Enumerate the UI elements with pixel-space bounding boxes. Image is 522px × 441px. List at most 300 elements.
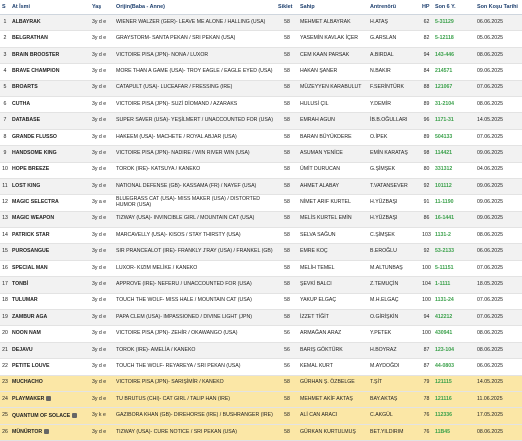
cell-hp-text: 100 (422, 264, 431, 271)
cell-horse-name[interactable] (10, 277, 90, 293)
cell-origin-text: TOROK (IRE)- KATSUYA / KANEKO (116, 166, 201, 173)
col-form[interactable]: Son 6 Y. (433, 0, 475, 15)
cell-last-six-text: 121116 (435, 395, 452, 402)
cell-horse-name[interactable] (10, 408, 90, 424)
cell-weight (276, 113, 298, 129)
cell-age-text: 3y d e (92, 395, 107, 402)
cell-last-run-date-text: 07.06.2025 (477, 297, 503, 304)
cell-number (0, 375, 10, 391)
cell-age (90, 244, 114, 260)
cell-horse-name[interactable] (10, 310, 90, 326)
cell-last-six-text: 5-31129 (435, 18, 454, 25)
cell-origin (114, 326, 276, 342)
cell-hp-text: 82 (423, 35, 430, 42)
cell-last-six-text: 53-2133 (435, 248, 455, 255)
cell-trainer-text: H.YÜZBAŞI (370, 199, 398, 206)
table-row[interactable] (0, 391, 522, 407)
cell-origin (114, 244, 276, 260)
cell-trainer-text: G.ARSLAN (370, 35, 397, 42)
cell-last-run-date (475, 326, 522, 342)
cell-owner-text: MELİH TEMEL (300, 264, 335, 271)
cell-last-six-text: 44-0803 (435, 363, 455, 369)
cell-weight (276, 64, 298, 80)
cell-hp-text: 80 (423, 166, 430, 173)
cell-origin (114, 310, 276, 326)
cell-trainer (368, 211, 420, 227)
cell-hp-text: 92 (423, 182, 430, 189)
cell-origin-text: WIENER WALZER (GER)- LEAVE ME ALONE / HALLING (USA) (116, 18, 266, 25)
cell-last-six-text: 430941 (435, 330, 453, 337)
cell-weight-text: 58 (284, 281, 290, 288)
cell-weight (276, 293, 298, 309)
cell-age (90, 31, 114, 47)
cell-hp (420, 326, 433, 342)
cell-number (0, 129, 10, 145)
cell-origin-text: TIZWAY (USA)- INVINCIBLE GIRL / MOUNTAIN CAT (USA) (116, 215, 255, 222)
cell-horse-name[interactable] (10, 260, 90, 276)
table-row[interactable] (0, 277, 522, 293)
cell-owner (298, 342, 368, 358)
cell-weight (276, 424, 298, 440)
cell-owner-text: EMRE KOÇ (300, 248, 328, 255)
table-row[interactable] (0, 129, 522, 145)
cell-trainer (368, 359, 420, 375)
cell-trainer-text: N.BAKIR (370, 67, 391, 74)
cell-last-run-date-text: 11.06.2025 (477, 395, 503, 402)
cell-number-text: 14 (2, 231, 8, 238)
cell-weight (276, 260, 298, 276)
table-row[interactable] (0, 375, 522, 391)
cell-horse-name[interactable] (10, 326, 90, 342)
cell-origin-text: LUXOR- KIZIM MELİKE / KANEKO (116, 264, 198, 271)
table-row[interactable] (0, 80, 522, 96)
cell-last-six-text: 1131-24 (435, 297, 454, 304)
cell-age (90, 211, 114, 227)
cell-horse-name[interactable] (10, 244, 90, 260)
cell-owner-text: BARIŞ GÖKTÜRK (300, 346, 343, 353)
cell-trainer-text: H.ATAŞ (370, 18, 388, 25)
cell-hp-text: 76 (423, 412, 430, 419)
cell-last-six-text: 123-104 (435, 346, 455, 353)
cell-last-run-date-text: 18.05.2025 (477, 281, 503, 288)
cell-origin-text: MORE THAN A GAME (USA)- TROY EAGLE / EAGLE EYED (USA) (116, 67, 273, 74)
cell-trainer (368, 178, 420, 194)
cell-horse-name-text: LOST KING (12, 182, 41, 189)
cell-hp-text: 92 (423, 248, 430, 255)
cell-horse-name-text: SPECIAL MAN (12, 264, 48, 271)
cell-owner (298, 96, 368, 112)
cell-number (0, 80, 10, 96)
cell-age-text: 3y d e (92, 100, 107, 107)
cell-age-text: 3y d e (92, 166, 107, 173)
cell-hp (420, 80, 433, 96)
cell-origin-text: NATIONAL DEFENSE (GB)- KASSAMA (FR) / NAYEF (USA) (116, 182, 257, 189)
cell-hp-text: 104 (422, 281, 431, 288)
cell-origin (114, 195, 276, 211)
cell-owner-text: ŞEVKİ BALCI (300, 281, 332, 288)
cell-origin (114, 342, 276, 358)
cell-horse-name[interactable] (10, 31, 90, 47)
table-row[interactable] (0, 359, 522, 375)
cell-number (0, 113, 10, 129)
cell-age-text: 3y d e (92, 313, 107, 320)
cell-last-run-date (475, 195, 522, 211)
cell-last-run-date-text: 07.06.2025 (477, 133, 503, 140)
cell-age-text: 3y d e (92, 149, 107, 156)
cell-trainer-text: EMİN KARATAŞ (370, 149, 408, 156)
cell-owner (298, 277, 368, 293)
cell-last-run-date-text: 17.05.2025 (477, 412, 503, 419)
col-weight[interactable]: Siklet (276, 0, 298, 15)
cell-weight-text: 58 (284, 117, 290, 124)
table-row[interactable] (0, 260, 522, 276)
table-row[interactable] (0, 96, 522, 112)
cell-number-text: 17 (2, 281, 8, 288)
cell-last-six (433, 244, 475, 260)
cell-horse-name-text: NOON NAM (12, 330, 41, 337)
table-row[interactable] (0, 113, 522, 129)
cell-owner-text: YASEMİN KAVLAK İÇER (300, 35, 359, 42)
cell-horse-name-text: TONBİ (12, 281, 29, 288)
cell-owner (298, 47, 368, 63)
cell-weight-text: 58 (284, 199, 290, 206)
cell-origin (114, 424, 276, 440)
cell-trainer-text: F.SERİNTÜRK (370, 84, 405, 91)
cell-origin (114, 228, 276, 244)
cell-owner (298, 80, 368, 96)
cell-horse-name[interactable] (10, 424, 90, 440)
cell-number-text: 18 (2, 297, 8, 304)
cell-hp (420, 146, 433, 162)
cell-horse-name-text: BRAIN BROOSTER (12, 51, 60, 58)
cell-owner-text: MELİS KURTEL EMİN (300, 215, 352, 222)
cell-weight (276, 31, 298, 47)
cell-horse-name[interactable] (10, 178, 90, 194)
cell-horse-name[interactable] (10, 15, 90, 31)
cell-origin (114, 408, 276, 424)
cell-horse-name[interactable] (10, 195, 90, 211)
table-row[interactable] (0, 326, 522, 342)
cell-horse-name-text: GRANDE FLUSSO (12, 133, 57, 140)
cell-age-text: 3y d e (92, 84, 107, 91)
cell-age (90, 310, 114, 326)
cell-last-run-date-text: 08.06.2025 (477, 100, 503, 107)
cell-horse-name[interactable] (10, 162, 90, 178)
cell-number (0, 47, 10, 63)
cell-trainer-text: B.EROĞLU (370, 248, 397, 255)
cell-horse-name[interactable] (10, 80, 90, 96)
cell-horse-name[interactable] (10, 146, 90, 162)
cell-owner (298, 244, 368, 260)
cell-horse-name[interactable] (10, 228, 90, 244)
cell-hp-text: 88 (423, 84, 430, 91)
cell-weight-text: 58 (284, 51, 290, 58)
cell-owner (298, 310, 368, 326)
cell-hp-text: 103 (422, 231, 431, 238)
cell-age-text: 3y d e (92, 297, 107, 304)
cell-age (90, 326, 114, 342)
table-row[interactable] (0, 310, 522, 326)
cell-hp-text: 96 (423, 117, 430, 124)
cell-age (90, 424, 114, 440)
cell-origin (114, 31, 276, 47)
cell-weight-text: 56 (284, 346, 290, 353)
cell-last-six (433, 326, 475, 342)
cell-weight-text: 56 (284, 330, 290, 337)
cell-horse-name[interactable] (10, 375, 90, 391)
cell-horse-name[interactable] (10, 113, 90, 129)
cell-number (0, 64, 10, 80)
cell-number (0, 277, 10, 293)
cell-weight-text: 58 (284, 67, 290, 74)
cell-weight (276, 391, 298, 407)
cell-age-text: 3y d e (92, 67, 107, 74)
cell-number-text: 5 (3, 84, 7, 91)
table-row[interactable] (0, 146, 522, 162)
cell-trainer-text: T.ŞİT (370, 379, 383, 386)
cell-number-text: 10 (2, 166, 8, 173)
cell-owner (298, 129, 368, 145)
cell-trainer-text: C.ŞİMŞEK (370, 231, 395, 238)
cell-weight (276, 211, 298, 227)
cell-trainer (368, 375, 420, 391)
cell-age (90, 375, 114, 391)
cell-owner (298, 260, 368, 276)
cell-last-six-text: 1131-2 (435, 231, 451, 238)
cell-last-run-date (475, 424, 522, 440)
cell-weight (276, 228, 298, 244)
cell-weight-text: 58 (284, 428, 290, 435)
cell-owner (298, 113, 368, 129)
cell-horse-name[interactable] (10, 64, 90, 80)
cell-age-text: 3y k e (92, 412, 106, 419)
cell-last-six-text: 5-11151 (435, 264, 454, 271)
cell-last-six-text: 1-1111 (435, 281, 451, 288)
col-age[interactable]: Yaş (90, 0, 114, 15)
cell-number (0, 15, 10, 31)
cell-hp-text: 94 (423, 51, 430, 58)
cell-owner (298, 15, 368, 31)
cell-last-run-date-text: 04.06.2025 (477, 166, 503, 173)
cell-hp (420, 277, 433, 293)
table-row[interactable] (0, 424, 522, 440)
cell-age (90, 408, 114, 424)
table-row[interactable] (0, 408, 522, 424)
cell-last-run-date (475, 244, 522, 260)
cell-owner (298, 178, 368, 194)
cell-number (0, 391, 10, 407)
col-trainer[interactable]: Antrenörü (368, 0, 420, 15)
cell-horse-name-text: MAGIC WEAPON (12, 215, 55, 222)
col-origin[interactable]: Orijin(Baba - Anne) (114, 0, 276, 15)
cell-hp (420, 424, 433, 440)
cell-last-six-text: 11B45 (435, 428, 450, 435)
cell-hp-text: 100 (422, 297, 431, 304)
cell-origin-text: VICTOIRE PISA (JPN)- SARIŞİMİR / KANEKO (116, 379, 224, 386)
cell-last-run-date (475, 96, 522, 112)
cell-last-run-date-text: 07.06.2025 (477, 84, 503, 91)
cell-age-text: 3y d e (92, 363, 107, 369)
cell-origin (114, 260, 276, 276)
cell-trainer (368, 277, 420, 293)
cell-trainer (368, 408, 420, 424)
cell-owner-text: AHMET ALABAY (300, 182, 340, 189)
table-row[interactable] (0, 178, 522, 194)
cell-owner-text: GÜRKAN KURTULMUŞ (300, 428, 356, 435)
cell-weight (276, 244, 298, 260)
cell-last-run-date (475, 162, 522, 178)
cell-hp (420, 162, 433, 178)
cell-last-run-date-text: 08.06.2025 (477, 330, 503, 337)
cell-owner-text: EMRAH AGUN (300, 117, 335, 124)
cell-hp (420, 211, 433, 227)
cell-horse-name[interactable] (10, 391, 90, 407)
cell-age (90, 178, 114, 194)
cell-trainer (368, 15, 420, 31)
cell-owner-text: HAKAN ŞANER (300, 67, 338, 74)
cell-last-run-date (475, 129, 522, 145)
cell-last-run-date-text: 09.06.2025 (477, 182, 503, 189)
cell-number (0, 342, 10, 358)
col-s[interactable]: S (0, 0, 10, 15)
cell-number-text: 3 (3, 51, 7, 58)
col-name[interactable]: At İsmi (10, 0, 90, 15)
cell-weight-text: 58 (284, 215, 290, 222)
cell-age (90, 228, 114, 244)
cell-age (90, 162, 114, 178)
cell-last-six (433, 408, 475, 424)
cell-last-run-date (475, 178, 522, 194)
cell-number-text: 4 (3, 67, 7, 74)
cell-number-text: 20 (2, 330, 8, 337)
cell-horse-name-text: TULUMAR (12, 297, 38, 304)
cell-horse-name[interactable] (10, 293, 90, 309)
cell-age (90, 277, 114, 293)
cell-age-text: 3y d e (92, 18, 107, 25)
table-row[interactable] (0, 342, 522, 358)
cell-trainer-text: C.AKGÜL (370, 412, 393, 419)
cell-origin-text: TOROK (IRE)- AMELİA / KANEKO (116, 346, 196, 353)
cell-horse-name-text: PATRICK STAR (12, 231, 50, 238)
cell-origin-text: SUPER SAVER (USA)- YEŞİLMERT / UNACCOUNTED FOR (USA) (116, 117, 273, 124)
table-row[interactable] (0, 162, 522, 178)
cell-age (90, 195, 114, 211)
cell-origin-text: VICTOIRE PISA (JPN)- SUZİ DİOMAND / AZARAKS (116, 100, 238, 107)
cell-weight (276, 146, 298, 162)
cell-weight-text: 58 (284, 166, 290, 173)
cell-owner-text: ASUMAN YENİCE (300, 149, 343, 156)
cell-horse-name[interactable] (10, 211, 90, 227)
cell-last-run-date-text: 09.06.2025 (477, 67, 503, 74)
cell-age (90, 15, 114, 31)
table-row[interactable] (0, 47, 522, 63)
cell-number (0, 178, 10, 194)
cell-number-text: 15 (2, 248, 8, 255)
cell-last-run-date (475, 375, 522, 391)
cell-hp (420, 96, 433, 112)
cell-origin-text: CATAPULT (USA)- LUCEAFAR / FRESSING (IRE) (116, 84, 233, 91)
cell-last-run-date (475, 211, 522, 227)
cell-origin (114, 96, 276, 112)
cell-horse-name[interactable] (10, 96, 90, 112)
table-header-row (0, 0, 522, 15)
col-hp[interactable]: HP (420, 0, 433, 15)
cell-last-six (433, 146, 475, 162)
cell-trainer-text: Z.TEMUÇİN (370, 281, 399, 288)
cell-last-six-text: 504133 (435, 133, 453, 140)
cell-age (90, 260, 114, 276)
cell-horse-name-text: HOPE BREEZE (12, 166, 50, 173)
table-row[interactable] (0, 244, 522, 260)
cell-owner (298, 162, 368, 178)
cell-last-six-text: 16-1441 (435, 215, 455, 222)
cell-last-run-date-text: 09.06.2025 (477, 149, 503, 156)
cell-horse-name[interactable] (10, 47, 90, 63)
cell-last-six (433, 424, 475, 440)
table-row[interactable] (0, 211, 522, 227)
cell-hp (420, 244, 433, 260)
cell-last-six (433, 80, 475, 96)
table-row[interactable] (0, 228, 522, 244)
cell-last-run-date (475, 260, 522, 276)
table-row[interactable] (0, 293, 522, 309)
cell-last-run-date (475, 80, 522, 96)
cell-last-run-date-text: 05.06.2025 (477, 35, 503, 42)
cell-weight-text: 58 (284, 231, 290, 238)
cell-origin-text: APPROVE (IRE)- NEFERU / UNACCOUNTED FOR (USA) (116, 281, 252, 288)
cell-trainer-text: Y.DEMİR (370, 100, 391, 107)
cell-number (0, 195, 10, 211)
cell-last-six-text: 101112 (435, 182, 452, 189)
cell-age (90, 80, 114, 96)
cell-last-six (433, 47, 475, 63)
table-row[interactable] (0, 15, 522, 31)
cell-last-run-date-text: 08.06.2025 (477, 231, 503, 238)
cell-last-six (433, 178, 475, 194)
cell-trainer-text: BAY.AKTAŞ (370, 395, 398, 402)
cell-weight (276, 375, 298, 391)
cell-origin (114, 277, 276, 293)
col-owner[interactable]: Sahip (298, 0, 368, 15)
cell-origin-text: PAPA CLEM (USA)- IMPASSIONED / DIVINE LIGHT (JPN) (116, 313, 252, 320)
cell-trainer-text: M.H.ELGAÇ (370, 297, 399, 304)
cell-horse-name[interactable] (10, 342, 90, 358)
cell-number (0, 424, 10, 440)
cell-last-six (433, 129, 475, 145)
col-date[interactable]: Son Koşu Tarihi (475, 0, 522, 15)
cell-hp (420, 375, 433, 391)
cell-last-six-text: 1171-31 (435, 117, 454, 124)
cell-hp-text: 86 (423, 215, 430, 222)
cell-horse-name-text: PLAYMAKER (12, 396, 45, 403)
cell-number (0, 96, 10, 112)
cell-hp (420, 359, 433, 375)
cell-last-run-date-text: 06.06.2025 (477, 363, 503, 369)
cell-hp-text: 87 (423, 363, 430, 369)
table-row[interactable] (0, 64, 522, 80)
cell-weight (276, 47, 298, 63)
table-row[interactable] (0, 195, 522, 211)
cell-horse-name[interactable] (10, 129, 90, 145)
cell-number-text: 24 (2, 395, 8, 402)
cell-age (90, 342, 114, 358)
cell-horse-name-text: ALBAYRAK (12, 18, 41, 25)
cell-trainer (368, 260, 420, 276)
table-row[interactable] (0, 31, 522, 47)
cell-number (0, 31, 10, 47)
cell-horse-name[interactable] (10, 359, 90, 375)
cell-last-run-date (475, 31, 522, 47)
